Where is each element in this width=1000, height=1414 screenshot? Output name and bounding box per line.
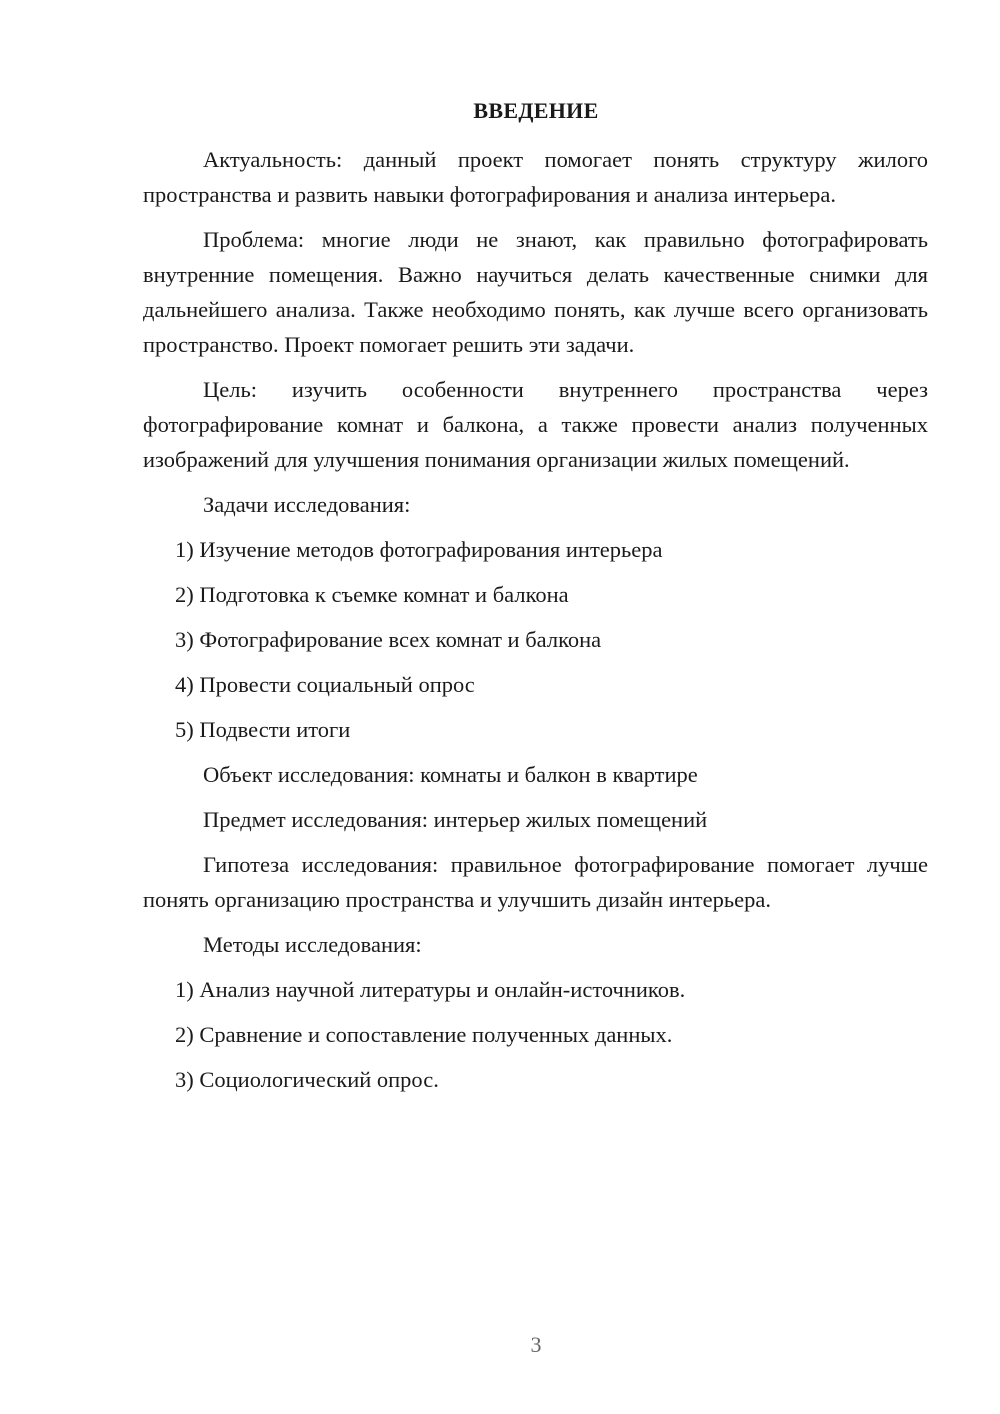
hypothesis-paragraph: Гипотеза исследования: правильное фотографирование помогает лучше понять организацию пространства и улучшить дизайн интерьера. (143, 852, 928, 912)
method-item: 1) Анализ научной литературы и онлайн-источников. (175, 977, 686, 1002)
document-body (143, 142, 928, 1107)
task-item: 4) Провести социальный опрос (175, 672, 475, 697)
goal-paragraph: Цель: изучить особенности внутреннего пространства через фотографирование комнат и балкона, а также провести анализ полученных изображений для улучшения понимания организации жилых помещений. (143, 377, 928, 472)
page-number: 3 (530, 1332, 542, 1357)
task-item: 1) Изучение методов фотографирования интерьера (175, 537, 663, 562)
tasks-heading: Задачи исследования: (203, 492, 411, 517)
section-title: ВВЕДЕНИЕ (473, 98, 599, 123)
methods-heading: Методы исследования: (203, 932, 422, 957)
method-item: 3) Социологический опрос. (175, 1067, 439, 1092)
task-item: 5) Подвести итоги (175, 717, 351, 742)
task-item: 3) Фотографирование всех комнат и балкона (175, 627, 602, 652)
research-subject: Предмет исследования: интерьер жилых помещений (203, 807, 708, 832)
method-item: 2) Сравнение и сопоставление полученных данных. (175, 1022, 673, 1047)
research-object: Объект исследования: комнаты и балкон в квартире (203, 762, 698, 787)
problem-paragraph: Проблема: многие люди не знают, как правильно фотографировать внутренние помещения. Важно научиться делать качественные снимки для дальнейшего анализа. Также необходимо понять, как лучше всего организовать пространство. Проект помогает решить эти задачи. (143, 227, 928, 357)
relevance-paragraph: Актуальность: данный проект помогает понять структуру жилого пространства и развить навыки фотографирования и анализа интерьера. (143, 147, 928, 207)
task-item: 2) Подготовка к съемке комнат и балкона (175, 582, 569, 607)
